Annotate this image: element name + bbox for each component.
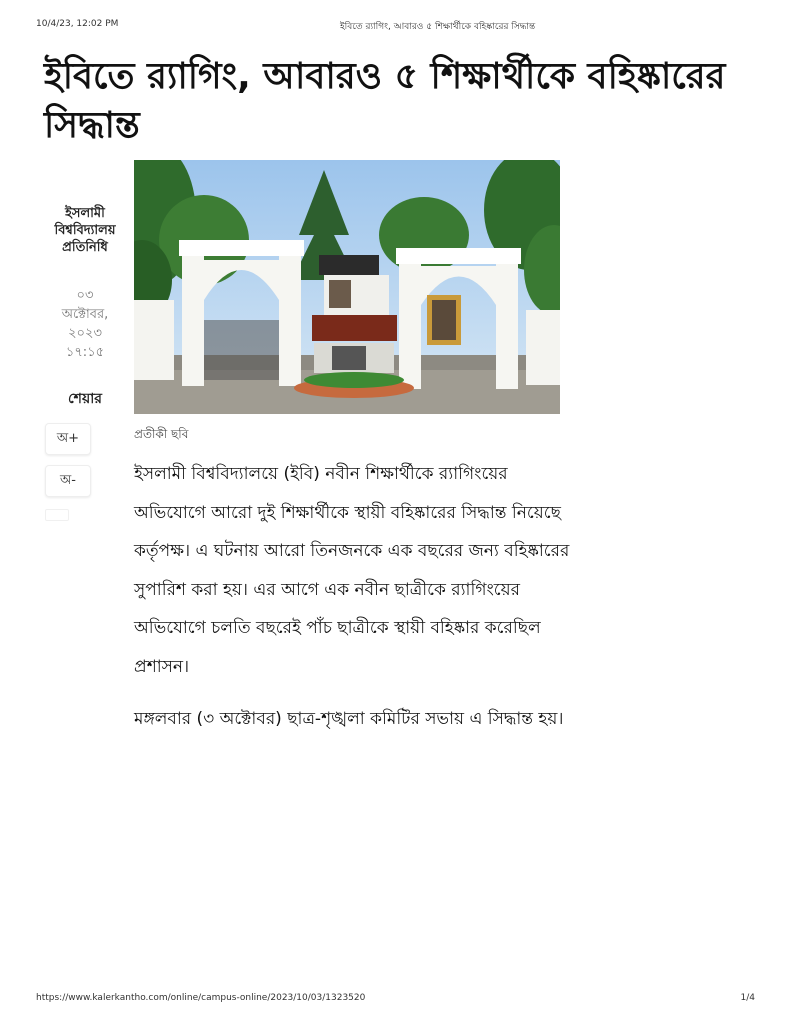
date-line: অক্টোবর, [61,307,109,322]
share-label: শেয়ার [68,391,102,407]
article-headline: ইবিতে র‍্যাগিং, আবারও ৫ শিক্ষার্থীকে বহিষ্কারের সিদ্ধান্ত [44,56,726,146]
print-header [36,19,755,33]
print-footer [36,993,755,1007]
author-line: ইসলামী [65,206,105,221]
campus-gate-illustration [134,160,560,414]
author-line: বিশ্ববিদ্যালয় [54,223,116,238]
more-options-button[interactable] [45,509,69,521]
article-paragraph: ইসলামী বিশ্ববিদ্যালয়ে (ইবি) নবীন শিক্ষার্থীকে র‍্যাগিংয়ের অভিযোগে আরো দুই শিক্ষার্থীকে স্থায়ী বহিষ্কারের সিদ্ধান্ত নিয়েছে কর্তৃপক্ষ। এ ঘটনায় আরো তিনজনকে এক বছরের জন্য বহিষ্কারের সুপারিশ করা হয়। এর আগে এক নবীন ছাত্রীকে র‍্যাগিংয়ের অভিযোগে চলতি বছরেই পাঁচ ছাত্রীকে স্থায়ী বহিষ্কার করেছিল প্রশাসন। [134,464,570,677]
image-caption: প্রতীকী ছবি [134,427,189,441]
page-number: 1/4 [740,993,755,1003]
page-url: https://www.kalerkantho.com/online/campus-online/2023/10/03/1323520 [36,993,366,1003]
article-photo [134,160,560,414]
publish-date [44,286,126,362]
article-meta-sidebar [36,205,126,521]
print-page-title: ইবিতে র‍্যাগিং, আবারও ৫ শিক্ষার্থীকে বহিষ্কারের সিদ্ধান্ত [340,22,536,32]
author-line: প্রতিনিধি [62,240,108,255]
date-line: ১৭:১৫ [65,345,105,360]
date-line: ২০২৩ [68,326,102,341]
font-decrease-button[interactable]: অ- [45,465,91,497]
date-line: ০৩ [76,288,94,303]
print-date: 10/4/23, 12:02 PM [36,19,119,29]
font-increase-button[interactable]: অ+ [45,423,91,455]
article-paragraph: মঙ্গলবার (৩ অক্টোবর) ছাত্র-শৃঙ্খলা কমিটির সভায় এ সিদ্ধান্ত হয়। [134,709,564,729]
article-body [134,455,574,753]
author-byline [44,205,126,256]
